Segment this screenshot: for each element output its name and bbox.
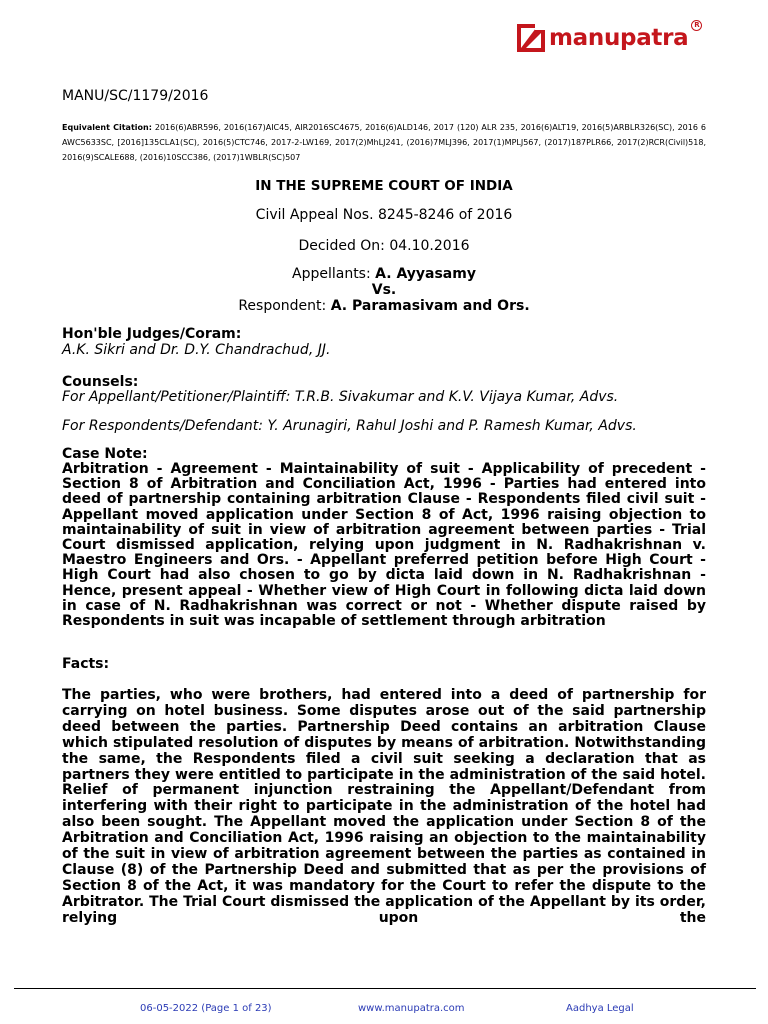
manupatra-logo <box>517 21 700 54</box>
case-note-text: Arbitration - Agreement - Maintainability of suit - Applicability of precedent - Section 8 of Arbitration and Conciliation Act, 1996 - Parties had entered into deed of partnership containing arbitration Clause - Respondents filed civil suit - Appellant moved application under Section 8 of Act, 1996 raising objection to maintainability of suit in view of arbitration agreement between parties - Trial Court dismissed application, relying upon judgment in N. Radhakrishnan v. Maestro Engineers and Ors. - Appellant preferred petition before High Court - High Court had also chosen to go by dicta laid down in N. Radhakrishnan - Hence, present appeal - Whether view of High Court in following dicta laid down in case of N. Radhakrishnan was correct or not - Whether dispute raised by Respondents in suit was incapable of settlement through arbitration <box>62 461 706 630</box>
footer-divider <box>14 988 756 989</box>
judges-names: A.K. Sikri and Dr. D.Y. Chandrachud, JJ. <box>62 342 331 358</box>
equivalent-citations <box>62 120 706 165</box>
document-id: MANU/SC/1179/2016 <box>62 88 209 104</box>
appellants-name: A. Ayyasamy <box>375 266 476 282</box>
respondent-name: A. Paramasivam and Ors. <box>330 298 530 314</box>
logo-text: manupatra <box>549 25 689 51</box>
case-note-heading: Case Note: <box>62 446 148 462</box>
appeal-number: Civil Appeal Nos. 8245-8246 of 2016 <box>255 207 513 223</box>
footer-website-link[interactable]: www.manupatra.com <box>358 1003 465 1014</box>
appellants-label: Appellants: <box>292 266 376 282</box>
registered-icon: R <box>691 20 702 31</box>
footer-date-page: 06-05-2022 (Page 1 of 23) <box>140 1003 272 1014</box>
respondent-line <box>62 298 706 314</box>
court-name: IN THE SUPREME COURT OF INDIA <box>255 178 513 194</box>
manupatra-logo-icon <box>517 24 545 52</box>
decided-date: Decided On: 04.10.2016 <box>298 238 470 254</box>
versus: Vs. <box>371 282 397 298</box>
counsel-respondent: For Respondents/Defendant: Y. Arunagiri, Rahul Joshi and P. Ramesh Kumar, Advs. <box>62 418 637 434</box>
appellants-line <box>62 266 706 282</box>
equivalent-citation-list: 2016(6)ABR596, 2016(167)AIC45, AIR2016SC4675, 2016(6)ALD146, 2017 (120) ALR 235, 2016(6)ALT19, 2016(5)ARBLR326(SC), 2016 6 AWC5633SC, [2016]135CLA1(SC), 2016(5)CTC746, 2017-2-LW169, 2017(2)MhLJ241, (2016)7MLJ396, 2017(1)MPLJ567, (2017)187PLR66, 2017(2)RCR(Civil)518, 2016(9)SCALE688, (2016)10SCC386, (2017)1WBLR(SC)507 <box>62 123 706 162</box>
facts-text: The parties, who were brothers, had entered into a deed of partnership for carrying on hotel business. Some disputes arose out of the said partnership deed between the parties. Partnership Deed contains an arbitration Clause which stipulated resolution of disputes by means of arbitration. Notwithstanding the same, the Respondents filed a civil suit seeking a declaration that as partners they were entitled to participate in the administration of the said hotel. Relief of permanent injunction restraining the Appellant/Defendant from interfering with their right to participate in the administration of the hotel had also been sought. The Appellant moved the application under Section 8 of the Arbitration and Conciliation Act, 1996 raising an objection to the maintainability of the suit in view of arbitration agreement between the parties as contained in Clause (8) of the Partnership Deed and submitted that as per the provisions of Section 8 of the Act, it was mandatory for the Court to refer the dispute to the Arbitrator. The Trial Court dismissed the application of the Appellant by its order, relying upon the <box>62 687 706 926</box>
counsel-appellant: For Appellant/Petitioner/Plaintiff: T.R.B. Sivakumar and K.V. Vijaya Kumar, Advs. <box>62 389 619 405</box>
facts-heading: Facts: <box>62 656 110 672</box>
judges-heading: Hon'ble Judges/Coram: <box>62 326 242 342</box>
respondent-label: Respondent: <box>238 298 331 314</box>
equivalent-citation-label: Equivalent Citation: <box>62 123 152 132</box>
counsels-heading: Counsels: <box>62 374 139 390</box>
footer-firm: Aadhya Legal <box>566 1003 634 1014</box>
